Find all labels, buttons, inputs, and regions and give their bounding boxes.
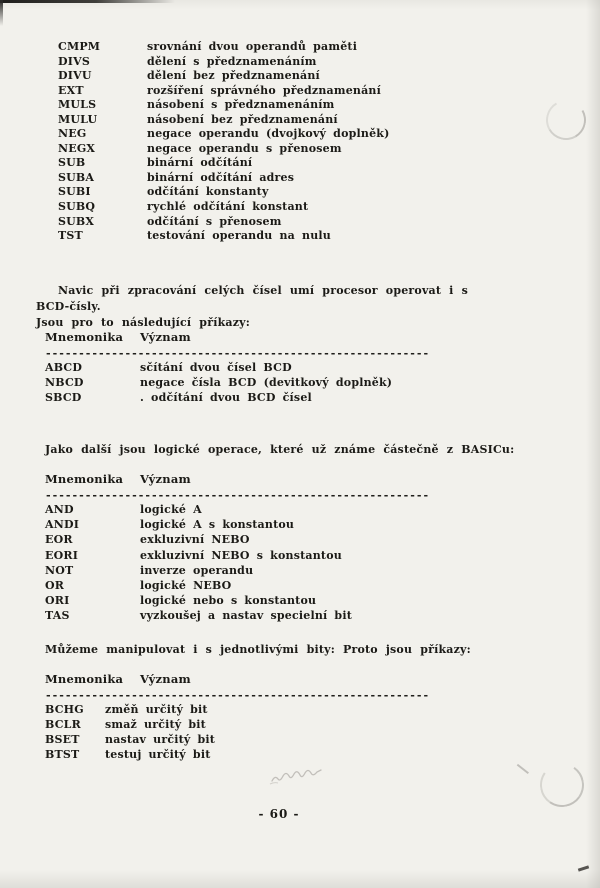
description: logické NEBO — [140, 578, 232, 592]
table-row — [58, 98, 390, 113]
description: smaž určitý bit — [105, 718, 206, 732]
table-row — [58, 55, 390, 70]
description: negace operandu (dvojkový doplněk) — [147, 127, 390, 141]
description: odčítání konstanty — [147, 185, 269, 199]
table-row — [58, 200, 390, 215]
description: násobení bez předznamenání — [147, 112, 338, 126]
table-row — [45, 609, 429, 624]
table-row — [45, 518, 429, 533]
column-header-mnemonic: Mnemonika — [45, 672, 124, 686]
mnemonic: DIVU — [58, 69, 92, 83]
mnemonic: SUB — [58, 156, 86, 170]
table-row — [45, 533, 429, 548]
mnemonic: MULU — [58, 112, 98, 126]
description: testování operandu na nulu — [147, 229, 332, 243]
table-row — [45, 503, 429, 518]
dashed-separator: ---------------------------------------------------------- — [45, 489, 430, 502]
table-row — [45, 703, 429, 718]
table-row — [58, 156, 390, 171]
table-header — [45, 330, 429, 348]
description: testuj určitý bit — [105, 748, 211, 762]
description: logické nebo s konstantou — [140, 594, 317, 608]
table-row — [58, 69, 390, 84]
mnemonic: NEGX — [58, 141, 96, 155]
description: logické A s konstantou — [140, 518, 295, 532]
paragraph-line: Můžeme manipulovat i s jednotlivými bity: Proto jsou příkazy: — [45, 643, 471, 656]
column-header-meaning: Význam — [140, 672, 191, 686]
mnemonic: NEG — [58, 127, 87, 141]
mnemonic: TAS — [45, 609, 70, 623]
table-row — [58, 229, 390, 244]
pencil-scribble — [268, 768, 340, 788]
description: binární odčítání adres — [147, 170, 295, 184]
mnemonic: MULS — [58, 98, 97, 112]
mnemonic: BCHG — [45, 703, 84, 716]
logic-instruction-table — [45, 472, 429, 625]
description: sčítání dvou čísel BCD — [140, 361, 292, 374]
mnemonic: ANDI — [45, 518, 80, 532]
binder-ring-mark-top — [542, 96, 591, 145]
mnemonic: OR — [45, 578, 65, 592]
mnemonic: TST — [58, 229, 83, 243]
mnemonic: NBCD — [45, 376, 84, 390]
table-header — [45, 472, 429, 490]
description: negace čísla BCD (devitkový doplněk) — [140, 376, 393, 390]
table-row — [58, 84, 390, 99]
table-row — [58, 185, 390, 200]
mnemonic: ORI — [45, 594, 70, 608]
mnemonic: EORI — [45, 548, 79, 562]
mnemonic: SUBX — [58, 214, 95, 228]
scan-edge-artifact-corner — [0, 0, 3, 26]
mnemonic: SUBI — [58, 185, 91, 199]
description: odčítání s přenosem — [147, 214, 282, 228]
description: dělení bez předznamenání — [147, 69, 320, 83]
table-row — [45, 361, 429, 376]
description: negace operandu s přenosem — [147, 141, 342, 155]
description: nastav určitý bit — [105, 733, 216, 747]
mnemonic: AND — [45, 503, 74, 516]
bits-intro-paragraph — [45, 642, 515, 658]
dashed-separator: ---------------------------------------------------------- — [45, 347, 430, 360]
logic-intro-paragraph — [45, 442, 515, 458]
mnemonic: BSET — [45, 733, 80, 747]
mnemonic: BCLR — [45, 718, 81, 732]
table-row — [45, 748, 429, 763]
mnemonic: SBCD — [45, 391, 82, 405]
table-row — [58, 40, 390, 55]
description: rychlé odčítání konstant — [147, 200, 309, 214]
description: srovnání dvou operandů paměti — [147, 40, 358, 53]
mnemonic: CMPM — [58, 40, 101, 53]
description: vyzkoušej a nastav specielní bit — [140, 609, 352, 623]
mnemonic: SUBQ — [58, 200, 96, 214]
table-row — [58, 142, 390, 157]
bcd-intro-paragraph — [36, 283, 506, 332]
bit-instruction-table — [45, 672, 429, 763]
table-row — [45, 564, 429, 579]
page-number: - 60 - — [258, 807, 300, 821]
stray-pen-mark — [517, 764, 529, 774]
mnemonic: SUBA — [58, 170, 95, 184]
description: binární odčítání — [147, 156, 253, 170]
description: inverze operandu — [140, 563, 254, 577]
dashed-separator: ---------------------------------------------------------- — [45, 689, 430, 702]
mnemonic: EXT — [58, 83, 84, 97]
mnemonic: NOT — [45, 563, 74, 577]
description: . odčítání dvou BCD čísel — [140, 391, 312, 405]
description: dělení s předznamenáním — [147, 54, 317, 68]
table-row — [58, 215, 390, 230]
table-row — [45, 718, 429, 733]
description: násobení s předznamenáním — [147, 98, 335, 112]
description: exkluzivní NEBO s konstantou — [140, 548, 342, 562]
mnemonic: BTST — [45, 748, 80, 762]
column-header-meaning: Význam — [140, 472, 191, 486]
paragraph-line: Jsou pro to následující příkazy: — [36, 316, 251, 330]
column-header-mnemonic: Mnemonika — [45, 472, 124, 486]
paragraph-line: Navic při zpracování celých čísel umí procesor operovat i s BCD-čísly. — [36, 284, 468, 314]
table-header — [45, 672, 429, 690]
mnemonic: ABCD — [45, 361, 83, 374]
table-row — [58, 171, 390, 186]
description: změň určitý bit — [105, 703, 208, 716]
arithmetic-instruction-table — [58, 40, 390, 244]
table-row — [45, 579, 429, 594]
paragraph-line: Jako další jsou logické operace, které už známe částečně z BASICu: — [45, 443, 515, 456]
description: exkluzivní NEBO — [140, 533, 250, 547]
description: logické A — [140, 503, 202, 516]
bcd-instruction-table — [45, 330, 429, 407]
table-row — [45, 594, 429, 609]
column-header-mnemonic: Mnemonika — [45, 330, 124, 344]
table-row — [58, 113, 390, 128]
binder-ring-mark-bottom — [537, 760, 588, 811]
table-row — [45, 733, 429, 748]
scan-edge-artifact-top — [0, 0, 175, 3]
description: rozšíření správného předznamenání — [147, 83, 381, 97]
mnemonic: EOR — [45, 533, 73, 547]
table-row — [45, 376, 429, 391]
column-header-meaning: Význam — [140, 330, 191, 344]
edge-ink-mark — [578, 865, 589, 871]
table-row — [45, 391, 429, 406]
table-row — [45, 549, 429, 564]
table-row — [58, 127, 390, 142]
mnemonic: DIVS — [58, 54, 90, 68]
